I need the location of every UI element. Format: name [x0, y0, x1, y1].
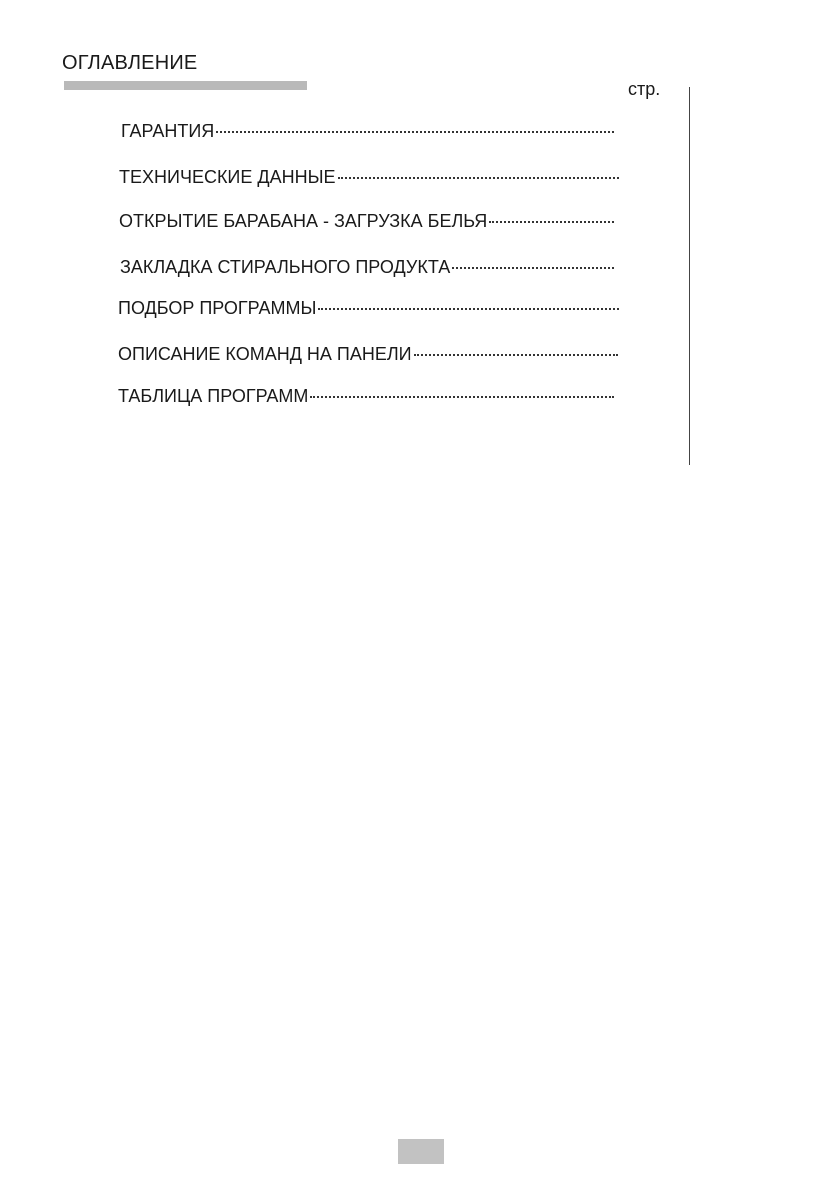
toc-entry[interactable]: [119, 210, 614, 232]
toc-entry-label: ОТКРЫТИЕ БАРАБАНА - ЗАГРУЗКА БЕЛЬЯ: [119, 211, 488, 231]
dot-leader: [310, 396, 614, 398]
page-column-rule: [689, 87, 690, 465]
toc-entry-label: ТАБЛИЦА ПРОГРАММ: [118, 386, 309, 406]
toc-entry[interactable]: [118, 297, 619, 319]
dot-leader: [318, 308, 619, 310]
toc-entry[interactable]: [119, 166, 619, 188]
toc-entry-label: ОПИСАНИЕ КОМАНД НА ПАНЕЛИ: [118, 344, 412, 364]
dot-leader: [216, 131, 614, 133]
toc-entry[interactable]: [120, 256, 614, 278]
dot-leader: [489, 221, 614, 223]
page-column-label: стр.: [628, 79, 661, 99]
toc-entry-label: ТЕХНИЧЕСКИЕ ДАННЫЕ: [119, 167, 336, 187]
heading-underline-bar: [64, 81, 307, 90]
toc-heading: ОГЛАВЛЕНИЕ: [62, 52, 198, 74]
dot-leader: [414, 354, 618, 356]
toc-entry[interactable]: [118, 343, 618, 365]
dot-leader: [338, 177, 619, 179]
toc-entry[interactable]: [121, 120, 614, 142]
toc-entry-label: ГАРАНТИЯ: [121, 121, 215, 141]
dot-leader: [452, 267, 614, 269]
toc-entry-label: ЗАКЛАДКА СТИРАЛЬНОГО ПРОДУКТА: [120, 257, 451, 277]
toc-entry-label: ПОДБОР ПРОГРАММЫ: [118, 298, 317, 318]
page-number-box: [398, 1139, 444, 1164]
toc-entry[interactable]: [118, 385, 614, 407]
